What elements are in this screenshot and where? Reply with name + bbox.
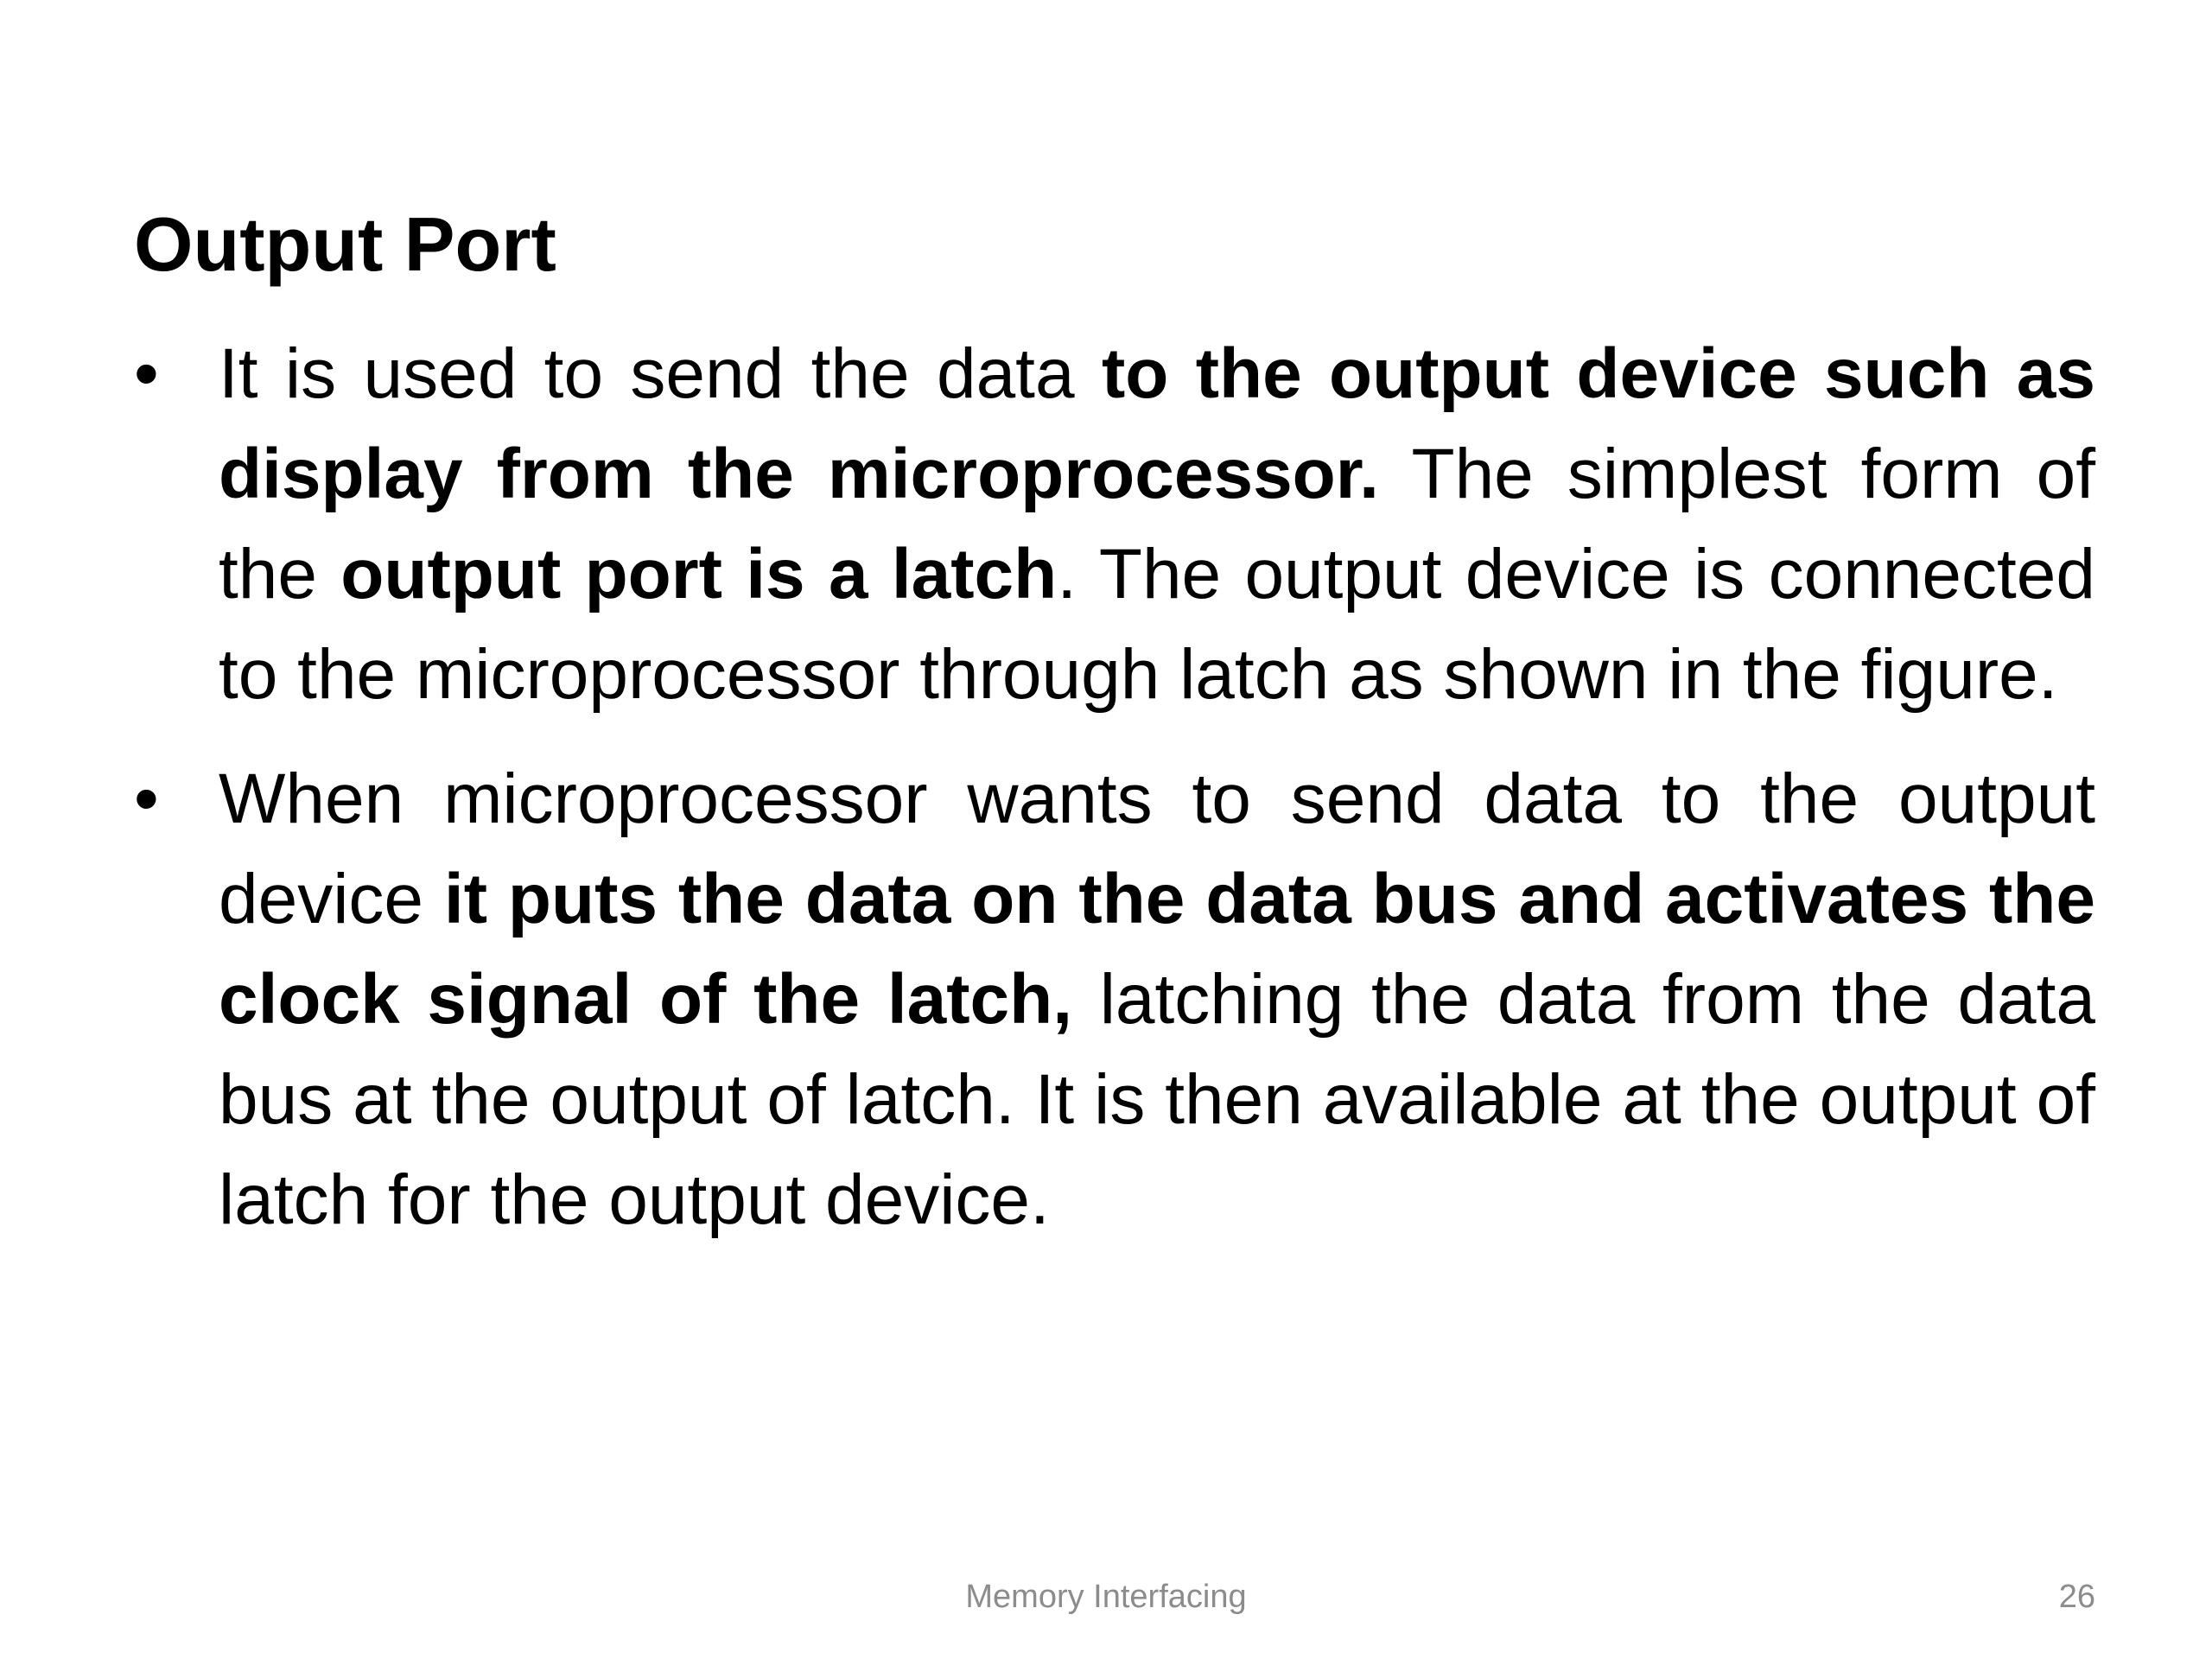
bullet-icon: • [134,334,159,413]
text-segment: It is used to send the data [219,334,1102,413]
bullet-icon: • [134,760,159,838]
bullet-list [134,324,2095,1274]
bullet-item [134,324,2095,725]
slide-title: Output Port [134,201,556,287]
bold-text-segment: it puts the data on the data bus and activates the clock signal of the latch, [219,860,2095,1039]
text-segment: The simplest form of the [219,435,2095,613]
text-segment: latching the data from the data bus at the output of latch. It is then available at the output of latch for the output device. [219,960,2095,1239]
text-segment: . The output device is connected to the microprocessor through latch as shown in the figure. [219,535,2095,714]
text-segment: When microprocessor wants to send data to the output device [219,760,2095,938]
bold-text-segment: to the output device such as display from the microprocessor. [219,334,2096,513]
footer-title: Memory Interfacing [965,1579,1247,1615]
bullet-item [134,749,2095,1250]
bold-text-segment: output port is a latch [340,535,1058,613]
page-number: 26 [2058,1579,2095,1615]
